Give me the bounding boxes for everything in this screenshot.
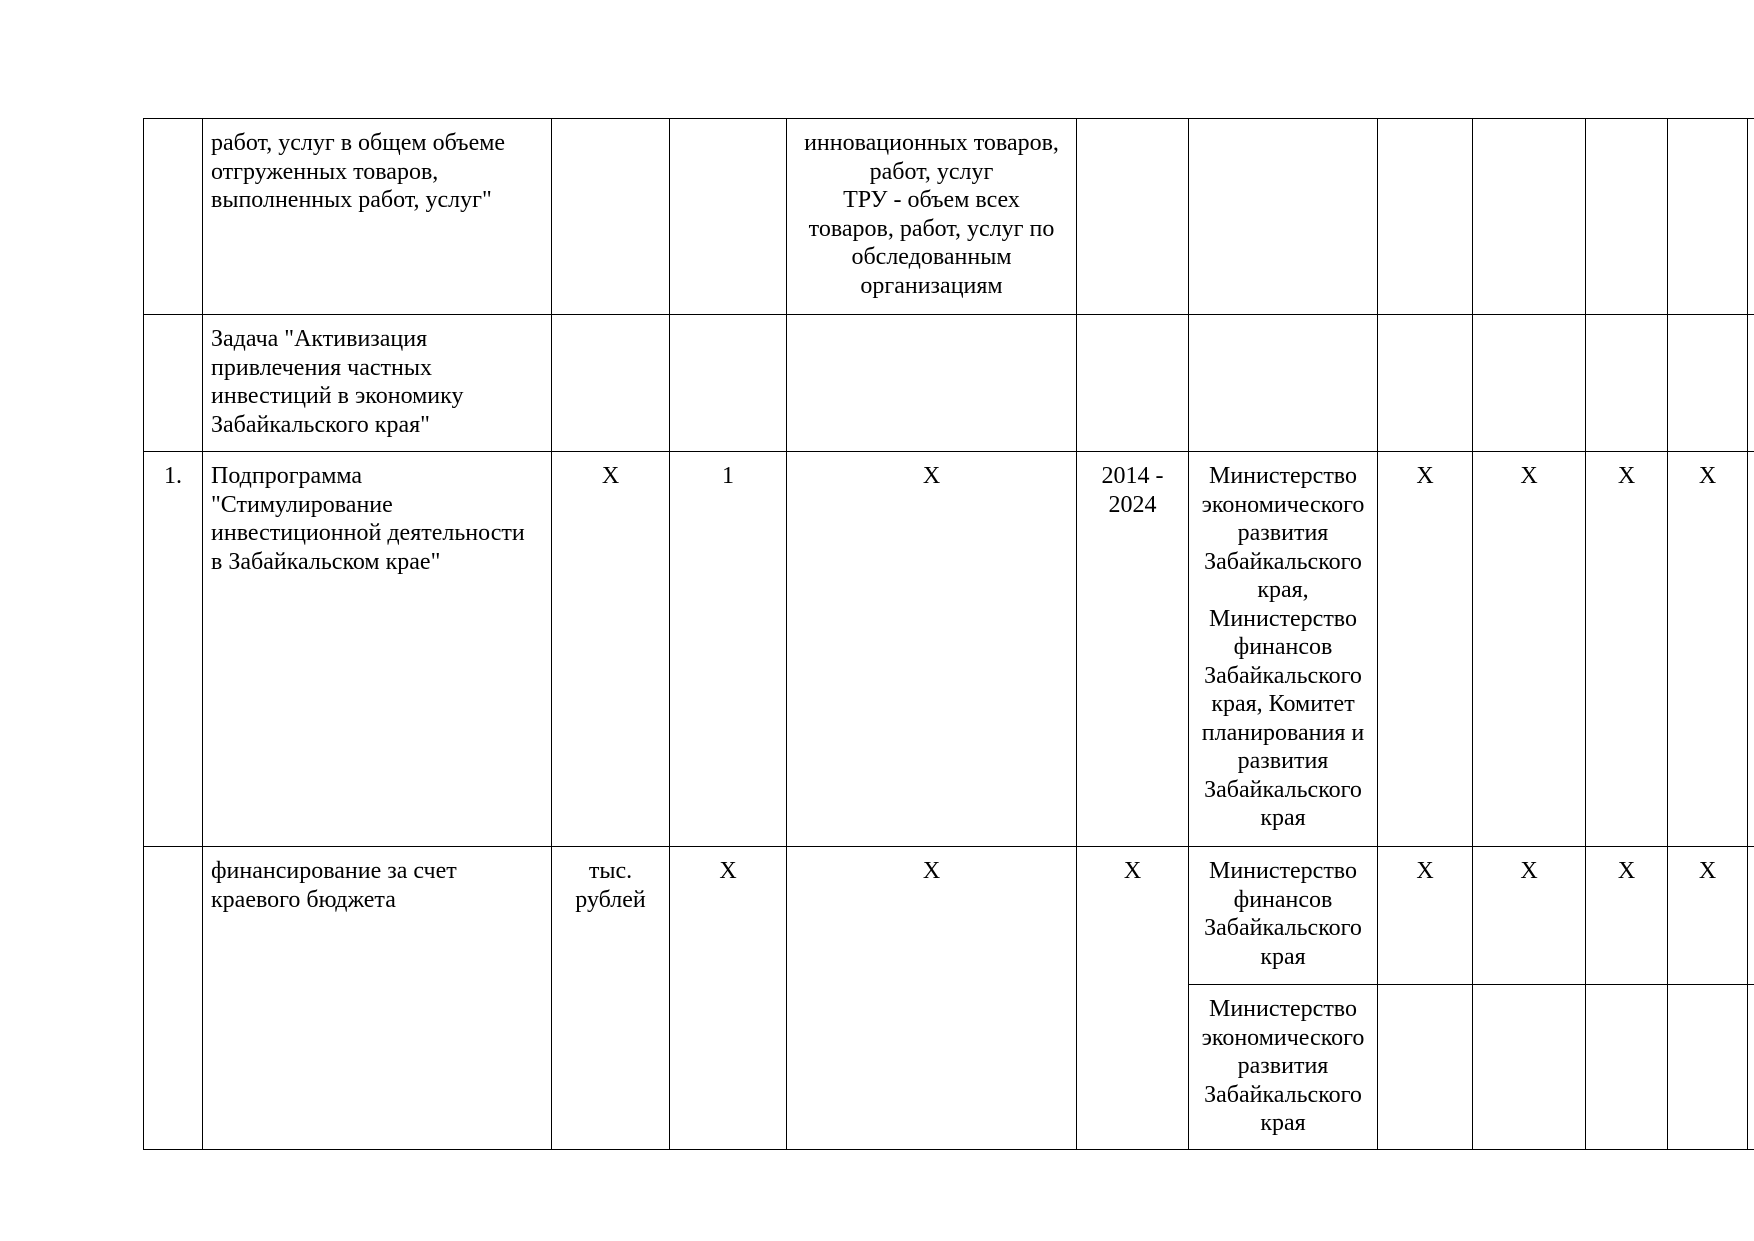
value-cell-5 <box>1748 452 1754 847</box>
value-cell-1: X <box>1378 452 1473 847</box>
program-table <box>143 118 1754 1150</box>
weight-cell <box>670 315 787 452</box>
weight-cell: 1 <box>670 452 787 847</box>
value-cell-3 <box>1586 315 1668 452</box>
executor-cell: Министерство финансов Забайкальского края <box>1189 847 1378 985</box>
value-cell-2 <box>1473 315 1586 452</box>
value-cell-2 <box>1473 985 1586 1150</box>
period-cell <box>1077 119 1189 315</box>
value-cell-4: X <box>1668 847 1748 985</box>
task-name-cell: Задача "Активизация привлечения частных инвестиций в экономику Забайкальского края" <box>203 315 552 452</box>
executor-cell <box>1189 315 1378 452</box>
value-cell-3: X <box>1586 452 1668 847</box>
value-cell-4: X <box>1668 452 1748 847</box>
executor-cell: Министерство экономического развития Забайкальского края <box>1189 985 1378 1150</box>
value-cell-2 <box>1473 119 1586 315</box>
table-row <box>144 452 1754 847</box>
formula-cell: инновационных товаров, работ, услуг ТРУ - объем всех товаров, работ, услуг по обследованным организациям <box>787 119 1077 315</box>
value-cell-4 <box>1668 985 1748 1150</box>
formula-cell: X <box>787 847 1077 1150</box>
value-cell-4 <box>1668 315 1748 452</box>
value-cell-1 <box>1378 985 1473 1150</box>
unit-cell: X <box>552 452 670 847</box>
value-cell-5 <box>1748 847 1754 985</box>
row-number-cell <box>144 119 203 315</box>
value-cell-2: X <box>1473 847 1586 985</box>
formula-cell <box>787 315 1077 452</box>
executor-cell <box>1189 119 1378 315</box>
value-cell-5 <box>1748 315 1754 452</box>
row-number-cell: 1. <box>144 452 203 847</box>
value-cell-1: X <box>1378 847 1473 985</box>
unit-cell: тыс. рублей <box>552 847 670 1150</box>
value-cell-3 <box>1586 119 1668 315</box>
table-row <box>144 315 1754 452</box>
indicator-name-cell: работ, услуг в общем объеме отгруженных товаров, выполненных работ, услуг" <box>203 119 552 315</box>
weight-cell <box>670 119 787 315</box>
value-cell-1 <box>1378 315 1473 452</box>
value-cell-5 <box>1748 119 1754 315</box>
executor-cell: Министерство экономического развития Забайкальского края, Министерство финансов Забайкальского края, Комитет планирования и развития Забайкальского края <box>1189 452 1378 847</box>
value-cell-3: X <box>1586 847 1668 985</box>
table-row <box>144 119 1754 315</box>
row-number-cell <box>144 315 203 452</box>
value-cell-2: X <box>1473 452 1586 847</box>
table-row <box>144 847 1754 985</box>
value-cell-1 <box>1378 119 1473 315</box>
weight-cell: X <box>670 847 787 1150</box>
period-cell: 2014 - 2024 <box>1077 452 1189 847</box>
value-cell-5 <box>1748 985 1754 1150</box>
subprogram-name-cell: Подпрограмма "Стимулирование инвестиционной деятельности в Забайкальском крае" <box>203 452 552 847</box>
value-cell-3 <box>1586 985 1668 1150</box>
unit-cell <box>552 119 670 315</box>
unit-cell <box>552 315 670 452</box>
value-cell-4 <box>1668 119 1748 315</box>
period-cell <box>1077 315 1189 452</box>
formula-cell: X <box>787 452 1077 847</box>
financing-name-cell: финансирование за счет краевого бюджета <box>203 847 552 1150</box>
row-number-cell <box>144 847 203 1150</box>
period-cell: X <box>1077 847 1189 1150</box>
